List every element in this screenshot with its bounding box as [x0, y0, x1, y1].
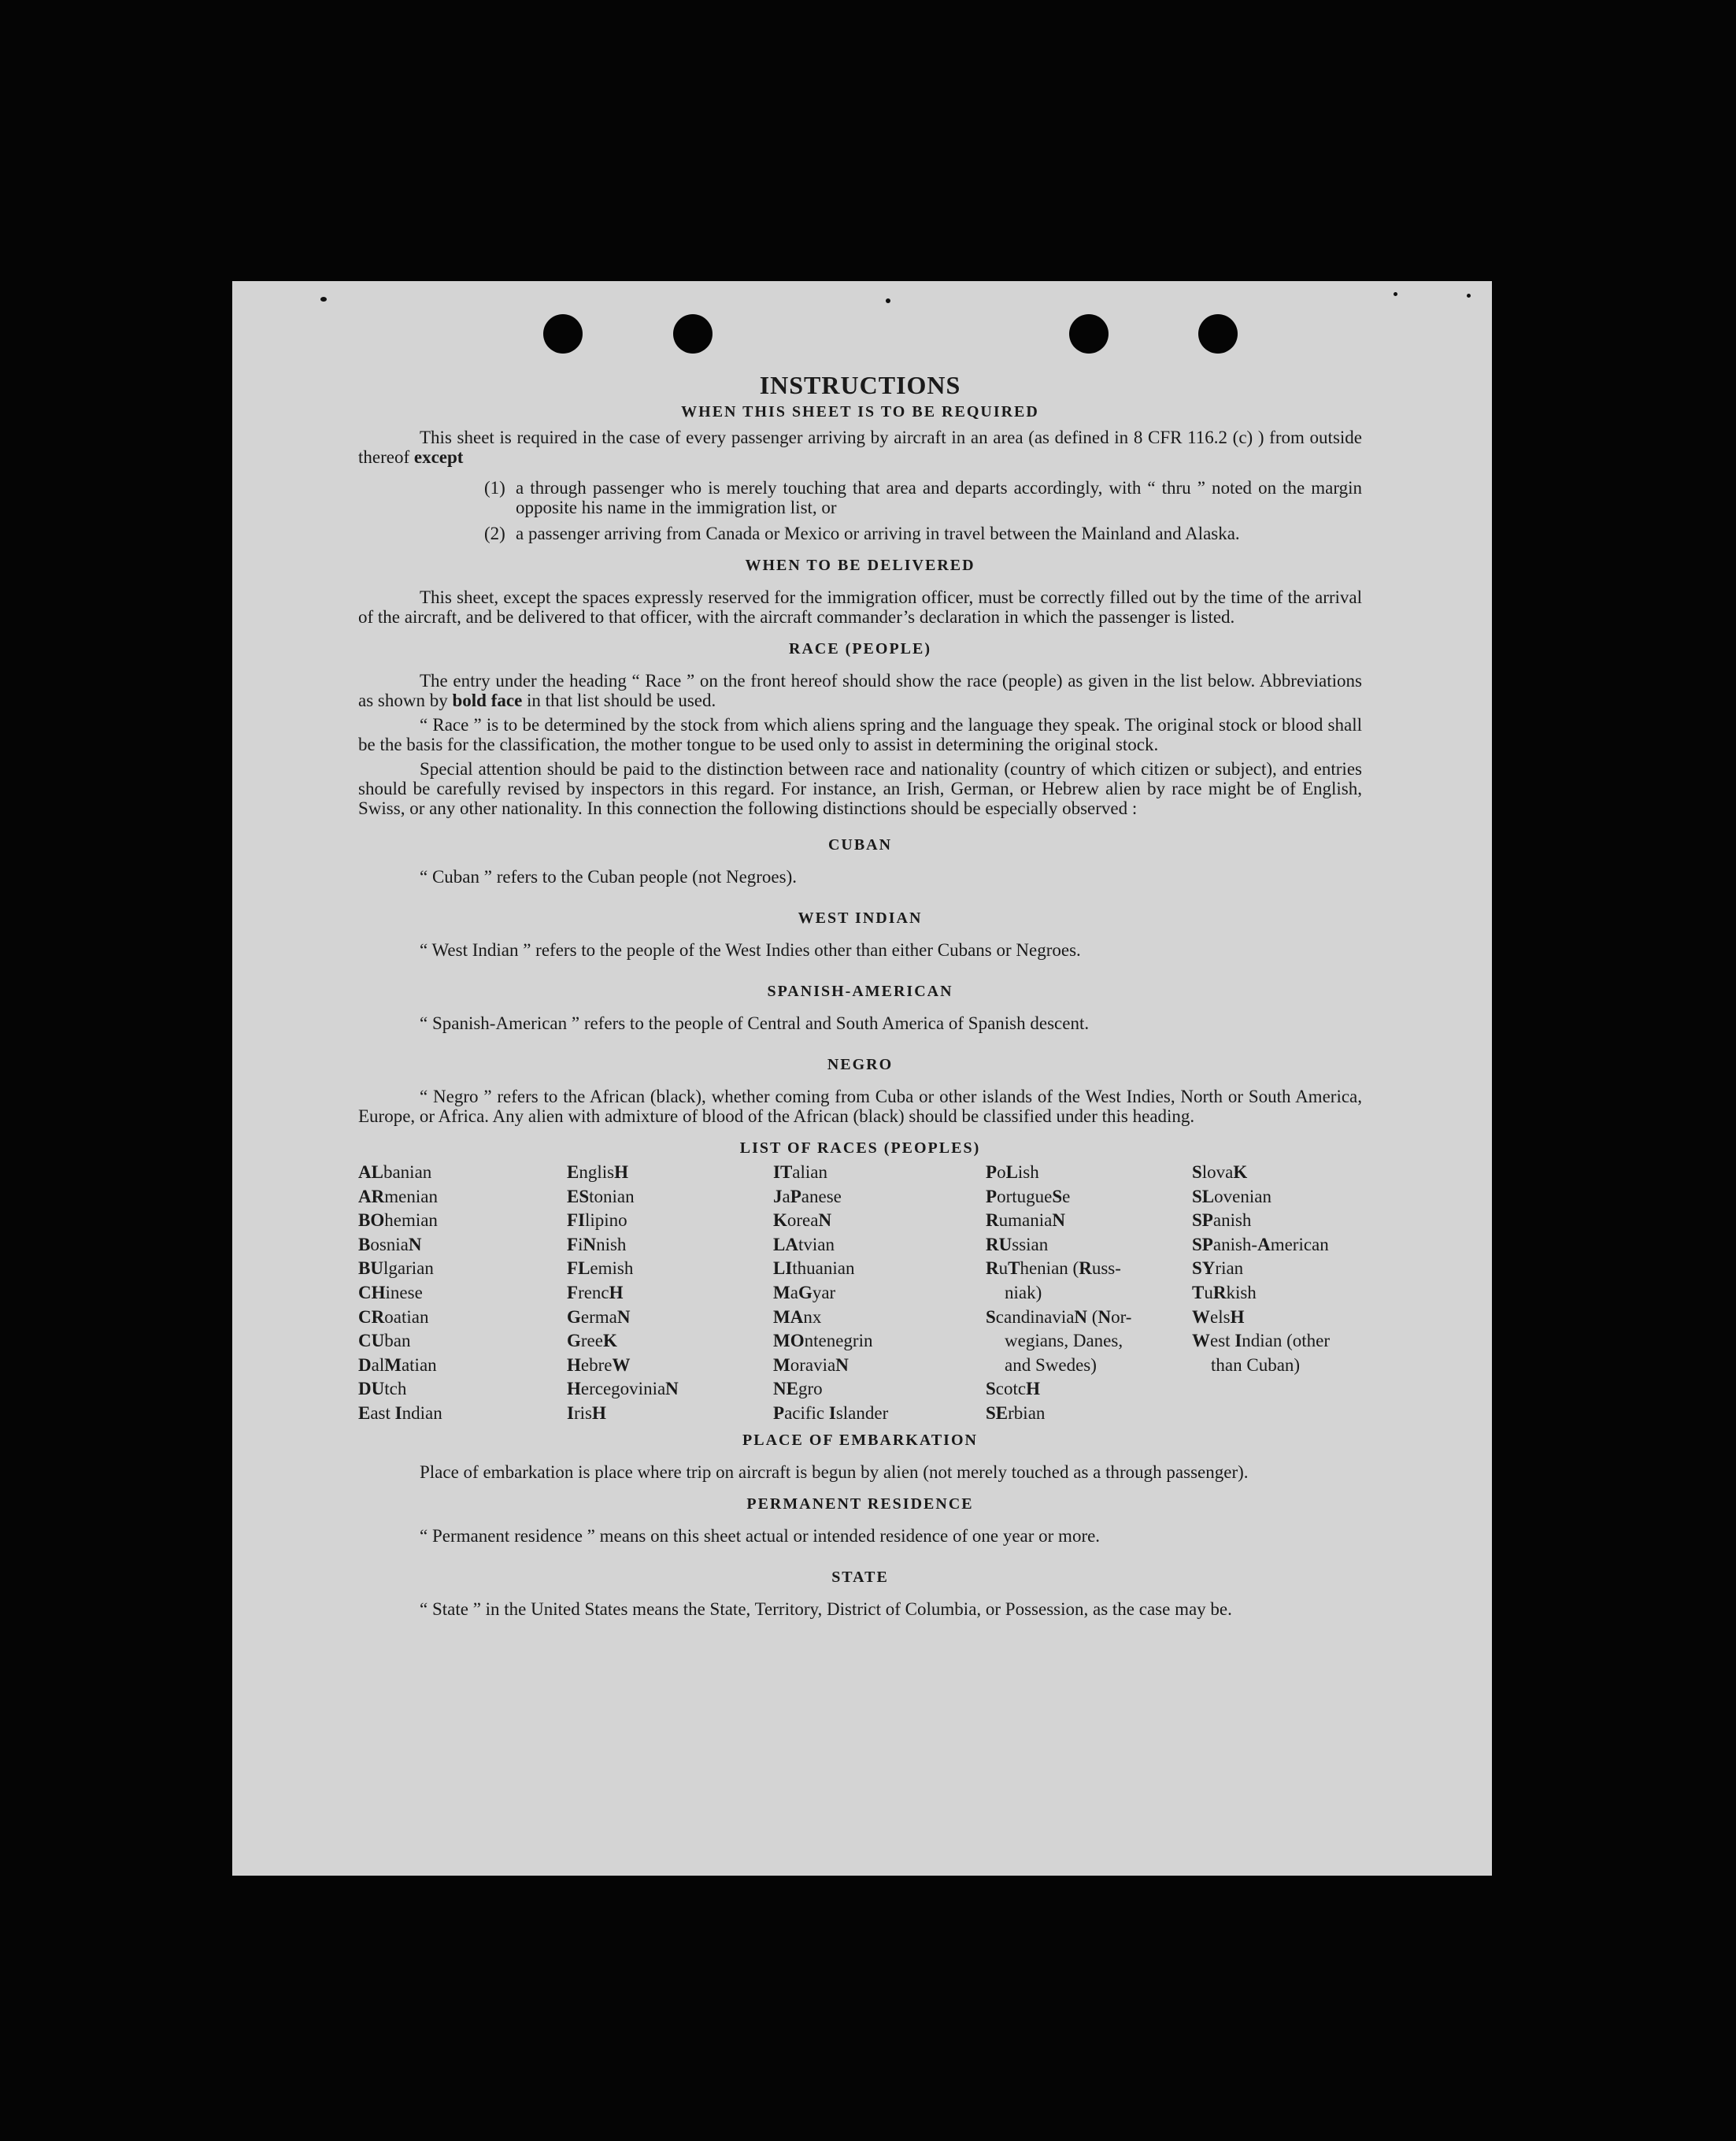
race-entry: wegians, Danes,	[1005, 1331, 1123, 1351]
races-column	[358, 1161, 567, 1426]
document-page	[232, 281, 1492, 1876]
speck	[320, 297, 327, 302]
section-heading: WEST INDIAN	[798, 909, 923, 927]
speck	[886, 298, 890, 303]
race-entry: LAtvian	[773, 1234, 835, 1254]
race-entry: KoreaN	[773, 1210, 832, 1231]
race-entry: Pacific Islander	[773, 1402, 889, 1423]
race-entry: MOntenegrin	[773, 1331, 873, 1351]
race-entry: RuThenian (Russ-	[986, 1258, 1121, 1279]
punch-hole	[543, 314, 583, 354]
race-entry: SLovenian	[1192, 1186, 1271, 1206]
race-entry: ITalian	[773, 1162, 827, 1182]
race-entry: ScandinaviaN (Nor-	[986, 1306, 1132, 1327]
race-entry: FLemish	[567, 1258, 634, 1279]
section-paragraph: Special attention should be paid to the distinction between race and nationality (country of which citizen or subject), and entries should be carefully revised by inspectors in this regard. For instance, an Irish, German, or Hebrew alien by race might be of English, Swiss, or any other nationality. In this connection the following distinctions should be especially observed :	[358, 759, 1362, 818]
race-entry: CRoatian	[358, 1306, 429, 1327]
section-paragraph: The entry under the heading “ Race ” on the front hereof should show the race (people) as given in the list below. Abbreviations as shown by bold face in that list should be used.	[358, 671, 1362, 710]
race-entry: MaGyar	[773, 1282, 836, 1302]
race-entry: West Indian (other	[1192, 1331, 1331, 1351]
page-title: INSTRUCTIONS	[759, 371, 961, 399]
race-entry: ALbanian	[358, 1162, 432, 1182]
punch-hole	[673, 314, 713, 354]
race-entry: EnglisH	[567, 1162, 628, 1182]
race-entry: GreeK	[567, 1331, 617, 1351]
race-entry: SPanish-American	[1192, 1234, 1329, 1254]
section-paragraph: “ Race ” is to be determined by the stock from which aliens spring and the language they speak. The original stock or blood shall be the basis for the classification, the mother tongue to be used only to assist in determining the original stock.	[358, 715, 1362, 754]
section-heading: WHEN TO BE DELIVERED	[745, 557, 975, 574]
section-heading: STATE	[831, 1568, 889, 1586]
section-heading: WHEN THIS SHEET IS TO BE REQUIRED	[681, 403, 1039, 420]
race-entry: PortugueSe	[986, 1186, 1071, 1206]
race-entry: CHinese	[358, 1282, 423, 1302]
race-entry: TuRkish	[1192, 1282, 1257, 1302]
exception-item: (2) a passenger arriving from Canada or Mexico or arriving in travel between the Mainland and Alaska.	[484, 524, 1240, 543]
section-paragraph: “ Negro ” refers to the African (black), whether coming from Cuba or other islands of the West Indies, North or South America, Europe, or Africa. Any alien with admixture of blood of the African (black) should be classified under this heading.	[358, 1087, 1362, 1126]
race-entry: SPanish	[1192, 1210, 1252, 1231]
race-entry: GermaN	[567, 1306, 631, 1327]
race-entry: BUlgarian	[358, 1258, 434, 1279]
race-entry: and Swedes)	[1005, 1354, 1097, 1375]
race-entry: HebreW	[567, 1354, 631, 1375]
race-entry: CUban	[358, 1331, 411, 1351]
race-entry: JaPanese	[773, 1186, 842, 1206]
race-entry: IrisH	[567, 1402, 606, 1423]
section-heading: NEGRO	[827, 1056, 894, 1073]
race-entry: FrencH	[567, 1282, 624, 1302]
race-entry: NEgro	[773, 1379, 823, 1399]
punch-hole	[1198, 314, 1238, 354]
race-entry: PoLish	[986, 1162, 1039, 1182]
section-paragraph: “ West Indian ” refers to the people of the West Indies other than either Cubans or Negroes.	[420, 940, 1081, 960]
section-heading: LIST OF RACES (PEOPLES)	[739, 1139, 981, 1157]
race-entry: RUssian	[986, 1234, 1049, 1254]
races-column	[567, 1161, 773, 1426]
race-entry: BOhemian	[358, 1210, 438, 1231]
section-heading: PERMANENT RESIDENCE	[746, 1495, 974, 1513]
race-entry: FiNnish	[567, 1234, 627, 1254]
section-paragraph: “ Cuban ” refers to the Cuban people (not Negroes).	[420, 867, 798, 887]
race-entry: FIlipino	[567, 1210, 627, 1231]
section-heading: RACE (PEOPLE)	[789, 640, 931, 657]
race-entry: ScotcH	[986, 1379, 1040, 1399]
race-entry: SlovaK	[1192, 1162, 1248, 1182]
race-entry: DUtch	[358, 1379, 407, 1399]
instructions-content	[358, 369, 1362, 1619]
race-entry: DalMatian	[358, 1354, 437, 1375]
section-heading: CUBAN	[827, 836, 893, 854]
race-entry: than Cuban)	[1211, 1354, 1301, 1375]
section-heading: SPANISH-AMERICAN	[767, 983, 953, 1000]
punch-hole	[1069, 314, 1109, 354]
race-entry: LIthuanian	[773, 1258, 855, 1279]
race-entry: RumaniaN	[986, 1210, 1065, 1231]
race-entry: EStonian	[567, 1186, 635, 1206]
race-entry: niak)	[1005, 1282, 1042, 1302]
races-column	[1192, 1161, 1362, 1426]
race-entry: HercegoviniaN	[567, 1379, 679, 1399]
race-entry: MAnx	[773, 1306, 822, 1327]
race-entry: BosniaN	[358, 1234, 422, 1254]
section-paragraph: This sheet is required in the case of every passenger arriving by aircraft in an area (as defined in 8 CFR 116.2 (c) ) from outside thereof except	[358, 428, 1362, 467]
section-paragraph: “ State ” in the United States means the State, Territory, District of Columbia, or Possession, as the case may be.	[420, 1598, 1232, 1619]
section-heading: PLACE OF EMBARKATION	[742, 1431, 978, 1449]
exception-item: (1) a through passenger who is merely touching that area and departs accordingly, with “ thru ” noted on the margin opposite his name in the immigration list, or	[484, 478, 1362, 517]
speck	[1467, 294, 1471, 298]
races-column	[986, 1161, 1192, 1426]
race-entry: SYrian	[1192, 1258, 1244, 1279]
race-entry: ARmenian	[358, 1186, 438, 1206]
section-paragraph: “ Spanish-American ” refers to the people of Central and South America of Spanish descent.	[420, 1013, 1090, 1033]
speck	[1394, 292, 1397, 296]
race-entry: WelsH	[1192, 1306, 1245, 1327]
section-paragraph: This sheet, except the spaces expressly reserved for the immigration officer, must be correctly filled out by the time of the arrival of the aircraft, and be delivered to that officer, with the aircraft commander’s declaration in which the passenger is listed.	[358, 587, 1362, 627]
races-column	[773, 1161, 986, 1426]
races-list	[358, 1161, 1362, 1426]
race-entry: SErbian	[986, 1402, 1046, 1423]
section-paragraph: Place of embarkation is place where trip on aircraft is begun by alien (not merely touched as a through passenger).	[420, 1461, 1249, 1482]
section-paragraph: “ Permanent residence ” means on this sheet actual or intended residence of one year or more.	[420, 1525, 1101, 1546]
race-entry: East Indian	[358, 1402, 442, 1423]
race-entry: MoraviaN	[773, 1354, 849, 1375]
